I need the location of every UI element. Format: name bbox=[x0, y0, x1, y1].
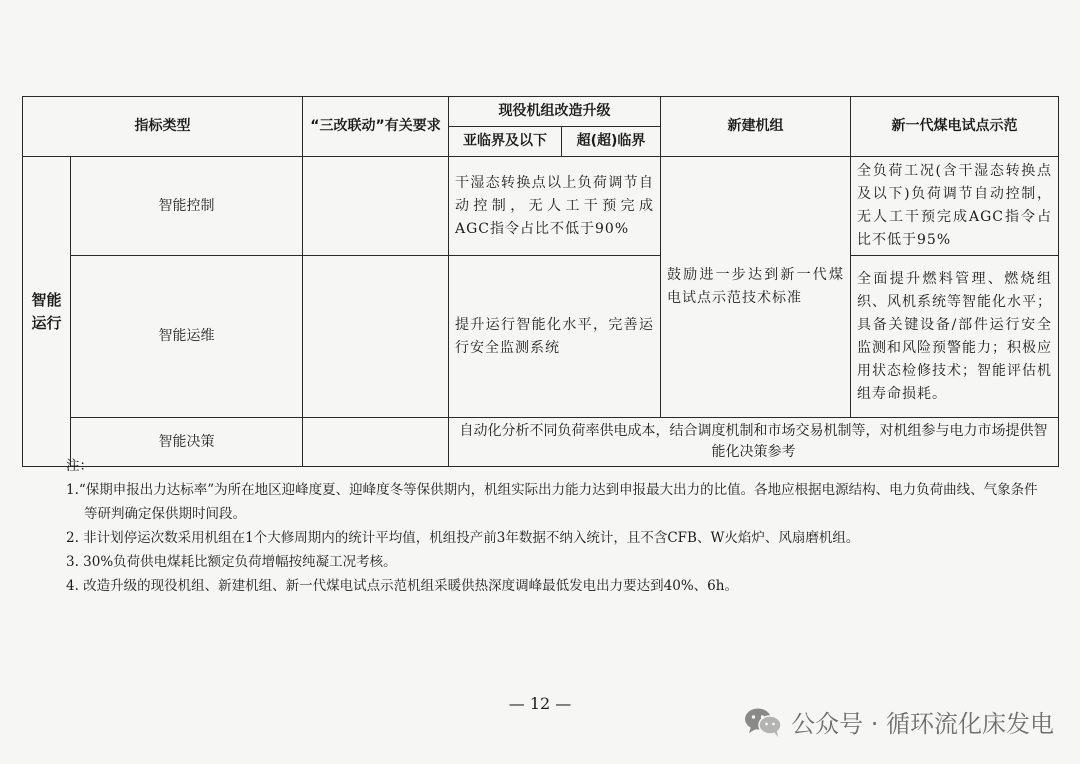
note-item: 3. 30%负荷供电煤耗比额定负荷增幅按纯凝工况考核。 bbox=[66, 554, 397, 570]
notes-title: 注： bbox=[66, 458, 93, 474]
header-supercritical: 超(超)临界 bbox=[562, 127, 661, 157]
row-requirements-smart-maintenance bbox=[303, 256, 449, 418]
demo-smart-control: 全负荷工况(含干湿态转换点及以下)负荷调节自动控制，无人工干预完成AGC指令占比不低于95% bbox=[851, 157, 1059, 256]
page-number: — 12 — bbox=[508, 694, 572, 713]
header-demo: 新一代煤电试点示范 bbox=[851, 97, 1059, 157]
wechat-icon bbox=[743, 706, 783, 738]
row-requirements-smart-control bbox=[303, 157, 449, 256]
new-units-text: 鼓励进一步达到新一代煤电试点示范技术标准 bbox=[661, 157, 851, 418]
retrofit-smart-maintenance: 提升运行智能化水平，完善运行安全监测系统 bbox=[449, 256, 661, 418]
header-requirements: “三改联动”有关要求 bbox=[303, 97, 449, 157]
watermark bbox=[743, 704, 1054, 739]
row-name-smart-control: 智能控制 bbox=[71, 157, 303, 256]
row-name-smart-decision: 智能决策 bbox=[71, 418, 303, 467]
header-indicator-type: 指标类型 bbox=[23, 97, 303, 157]
note-item: 2. 非计划停运次数采用机组在1个大修周期内的统计平均值，机组投产前3年数据不纳入统计，且不含CFB、W火焰炉、风扇磨机组。 bbox=[66, 530, 860, 546]
notes-section bbox=[66, 454, 1046, 598]
merged-smart-decision: 自动化分析不同负荷率供电成本，结合调度机制和市场交易机制等，对机组参与电力市场提供智能化决策参考 bbox=[449, 418, 1059, 467]
category-smart-operation: 智能运行 bbox=[23, 157, 71, 467]
header-retrofit: 现役机组改造升级 bbox=[449, 97, 661, 127]
watermark-text: 公众号 · 循环流化床发电 bbox=[791, 710, 1054, 738]
standards-table bbox=[22, 96, 1059, 467]
row-name-smart-maintenance: 智能运维 bbox=[71, 256, 303, 418]
header-subcritical: 亚临界及以下 bbox=[449, 127, 562, 157]
header-new-units: 新建机组 bbox=[661, 97, 851, 157]
note-item: 4. 改造升级的现役机组、新建机组、新一代煤电试点示范机组采暖供热深度调峰最低发电出力要达到40%、6h。 bbox=[66, 578, 738, 594]
demo-smart-maintenance: 全面提升燃料管理、燃烧组织、风机系统等智能化水平；具备关键设备/部件运行安全监测和风险预警能力；积极应用状态检修技术；智能评估机组寿命损耗。 bbox=[851, 256, 1059, 418]
retrofit-smart-control: 干湿态转换点以上负荷调节自动控制，无人工干预完成AGC指令占比不低于90% bbox=[449, 157, 661, 256]
note-item: 1.“保期申报出力达标率”为所在地区迎峰度夏、迎峰度冬等保供期内，机组实际出力能力达到申报最大出力的比值。各地应根据电源结构、电力负荷曲线、气象条件等研判确定保供期时间段。 bbox=[66, 482, 1038, 522]
